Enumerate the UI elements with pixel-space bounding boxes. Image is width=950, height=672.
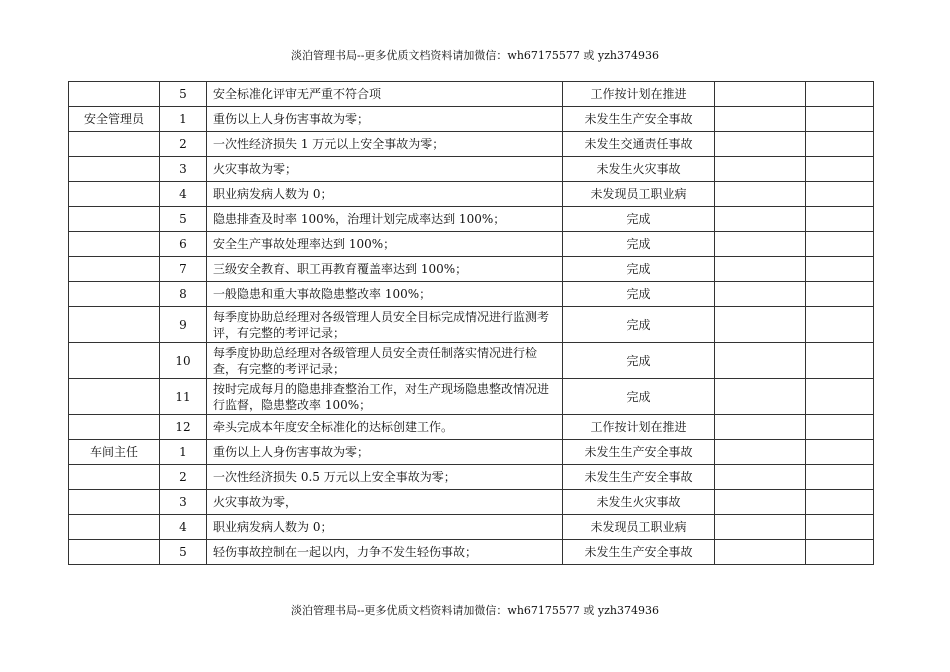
empty-cell bbox=[806, 307, 874, 343]
role-cell bbox=[69, 257, 160, 282]
role-cell bbox=[69, 415, 160, 440]
status-cell: 未发生生产安全事故 bbox=[563, 540, 715, 565]
empty-cell bbox=[715, 540, 806, 565]
empty-cell bbox=[806, 415, 874, 440]
status-cell: 未发现员工职业病 bbox=[563, 182, 715, 207]
number-cell: 4 bbox=[160, 182, 207, 207]
table-row bbox=[69, 465, 874, 490]
status-cell: 工作按计划在推进 bbox=[563, 82, 715, 107]
empty-cell bbox=[715, 415, 806, 440]
table-row bbox=[69, 207, 874, 232]
table-row bbox=[69, 132, 874, 157]
empty-cell bbox=[806, 515, 874, 540]
target-cell: 安全生产事故处理率达到 100%； bbox=[207, 232, 563, 257]
role-cell bbox=[69, 132, 160, 157]
empty-cell bbox=[806, 232, 874, 257]
empty-cell bbox=[806, 282, 874, 307]
target-cell: 按时完成每月的隐患排查整治工作，对生产现场隐患整改情况进行监督，隐患整改率 100%； bbox=[207, 379, 563, 415]
role-cell bbox=[69, 207, 160, 232]
role-cell bbox=[69, 232, 160, 257]
empty-cell bbox=[715, 515, 806, 540]
target-cell: 一次性经济损失 1 万元以上安全事故为零； bbox=[207, 132, 563, 157]
role-cell bbox=[69, 182, 160, 207]
status-cell: 完成 bbox=[563, 379, 715, 415]
status-cell: 未发生火灾事故 bbox=[563, 490, 715, 515]
table-row bbox=[69, 540, 874, 565]
empty-cell bbox=[806, 490, 874, 515]
table-row bbox=[69, 157, 874, 182]
table-row bbox=[69, 343, 874, 379]
status-cell: 完成 bbox=[563, 343, 715, 379]
empty-cell bbox=[806, 82, 874, 107]
empty-cell bbox=[715, 282, 806, 307]
table-row bbox=[69, 440, 874, 465]
number-cell: 9 bbox=[160, 307, 207, 343]
empty-cell bbox=[715, 107, 806, 132]
page-footer: 淡泊管理书局--更多优质文档资料请加微信：wh67175577 或 yzh374936 bbox=[291, 604, 659, 617]
table-row bbox=[69, 232, 874, 257]
number-cell: 4 bbox=[160, 515, 207, 540]
number-cell: 3 bbox=[160, 490, 207, 515]
target-cell: 安全标准化评审无严重不符合项 bbox=[207, 82, 563, 107]
table-row bbox=[69, 182, 874, 207]
empty-cell bbox=[715, 132, 806, 157]
table-row bbox=[69, 257, 874, 282]
empty-cell bbox=[806, 343, 874, 379]
target-cell: 重伤以上人身伤害事故为零； bbox=[207, 107, 563, 132]
status-cell: 未发生生产安全事故 bbox=[563, 107, 715, 132]
target-cell: 重伤以上人身伤害事故为零； bbox=[207, 440, 563, 465]
status-cell: 完成 bbox=[563, 232, 715, 257]
status-cell: 完成 bbox=[563, 282, 715, 307]
status-cell: 完成 bbox=[563, 207, 715, 232]
empty-cell bbox=[715, 207, 806, 232]
status-cell: 完成 bbox=[563, 257, 715, 282]
status-cell: 工作按计划在推进 bbox=[563, 415, 715, 440]
role-cell bbox=[69, 540, 160, 565]
role-cell bbox=[69, 343, 160, 379]
empty-cell bbox=[715, 307, 806, 343]
target-cell: 职业病发病人数为 0； bbox=[207, 515, 563, 540]
empty-cell bbox=[806, 157, 874, 182]
empty-cell bbox=[715, 465, 806, 490]
empty-cell bbox=[715, 157, 806, 182]
number-cell: 2 bbox=[160, 465, 207, 490]
target-cell: 每季度协助总经理对各级管理人员安全责任制落实情况进行检查，有完整的考评记录； bbox=[207, 343, 563, 379]
number-cell: 6 bbox=[160, 232, 207, 257]
status-cell: 未发生生产安全事故 bbox=[563, 465, 715, 490]
empty-cell bbox=[806, 207, 874, 232]
empty-cell bbox=[715, 379, 806, 415]
empty-cell bbox=[715, 82, 806, 107]
number-cell: 5 bbox=[160, 82, 207, 107]
empty-cell bbox=[806, 257, 874, 282]
empty-cell bbox=[806, 132, 874, 157]
status-cell: 未发现员工职业病 bbox=[563, 515, 715, 540]
role-cell bbox=[69, 157, 160, 182]
role-cell bbox=[69, 82, 160, 107]
target-cell: 火灾事故为零， bbox=[207, 490, 563, 515]
empty-cell bbox=[715, 182, 806, 207]
number-cell: 10 bbox=[160, 343, 207, 379]
empty-cell bbox=[806, 540, 874, 565]
status-cell: 完成 bbox=[563, 307, 715, 343]
table-row bbox=[69, 379, 874, 415]
empty-cell bbox=[715, 257, 806, 282]
table-row bbox=[69, 82, 874, 107]
role-cell bbox=[69, 379, 160, 415]
status-cell: 未发生火灾事故 bbox=[563, 157, 715, 182]
empty-cell bbox=[806, 440, 874, 465]
number-cell: 5 bbox=[160, 540, 207, 565]
target-cell: 牵头完成本年度安全标准化的达标创建工作。 bbox=[207, 415, 563, 440]
role-cell: 安全管理员 bbox=[69, 107, 160, 132]
number-cell: 12 bbox=[160, 415, 207, 440]
number-cell: 11 bbox=[160, 379, 207, 415]
number-cell: 2 bbox=[160, 132, 207, 157]
target-cell: 一次性经济损失 0.5 万元以上安全事故为零； bbox=[207, 465, 563, 490]
table-row bbox=[69, 107, 874, 132]
empty-cell bbox=[715, 490, 806, 515]
status-cell: 未发生交通责任事故 bbox=[563, 132, 715, 157]
empty-cell bbox=[806, 107, 874, 132]
table-row bbox=[69, 282, 874, 307]
role-cell bbox=[69, 490, 160, 515]
role-cell bbox=[69, 307, 160, 343]
status-cell: 未发生生产安全事故 bbox=[563, 440, 715, 465]
target-cell: 轻伤事故控制在一起以内，力争不发生轻伤事故； bbox=[207, 540, 563, 565]
page-header: 淡泊管理书局--更多优质文档资料请加微信：wh67175577 或 yzh374936 bbox=[291, 49, 659, 62]
empty-cell bbox=[715, 440, 806, 465]
number-cell: 3 bbox=[160, 157, 207, 182]
empty-cell bbox=[806, 182, 874, 207]
empty-cell bbox=[715, 343, 806, 379]
target-cell: 一般隐患和重大事故隐患整改率 100%； bbox=[207, 282, 563, 307]
target-cell: 火灾事故为零； bbox=[207, 157, 563, 182]
empty-cell bbox=[715, 232, 806, 257]
target-cell: 职业病发病人数为 0； bbox=[207, 182, 563, 207]
number-cell: 1 bbox=[160, 440, 207, 465]
safety-targets-table bbox=[68, 81, 874, 565]
target-cell: 每季度协助总经理对各级管理人员安全目标完成情况进行监测考评，有完整的考评记录； bbox=[207, 307, 563, 343]
target-cell: 三级安全教育、职工再教育覆盖率达到 100%； bbox=[207, 257, 563, 282]
number-cell: 8 bbox=[160, 282, 207, 307]
table-row bbox=[69, 415, 874, 440]
role-cell bbox=[69, 282, 160, 307]
table-row bbox=[69, 490, 874, 515]
number-cell: 5 bbox=[160, 207, 207, 232]
table-row bbox=[69, 515, 874, 540]
target-cell: 隐患排查及时率 100%，治理计划完成率达到 100%； bbox=[207, 207, 563, 232]
empty-cell bbox=[806, 465, 874, 490]
empty-cell bbox=[806, 379, 874, 415]
role-cell: 车间主任 bbox=[69, 440, 160, 465]
number-cell: 7 bbox=[160, 257, 207, 282]
number-cell: 1 bbox=[160, 107, 207, 132]
table-row bbox=[69, 307, 874, 343]
role-cell bbox=[69, 465, 160, 490]
role-cell bbox=[69, 515, 160, 540]
